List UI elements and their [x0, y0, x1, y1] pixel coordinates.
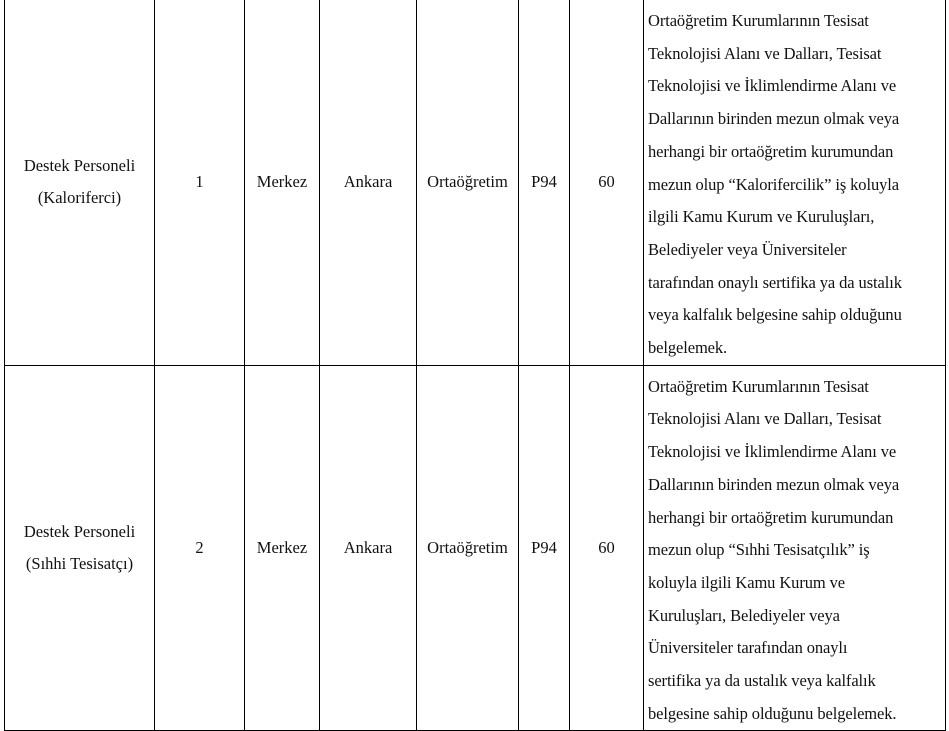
position-title: Destek Personeli: [23, 156, 136, 176]
requirement-line: Dallarının birinden mezun olmak veya: [648, 109, 900, 129]
position-count: 1: [155, 0, 245, 365]
position-education: Ortaöğretim: [417, 365, 519, 731]
requirement-line: Dallarının birinden mezun olmak veya: [648, 474, 900, 494]
requirement-line: Üniversiteler tarafından onaylı: [648, 638, 848, 658]
requirement-line: Kuruluşları, Belediyeler veya: [648, 605, 840, 625]
position-subtitle: (Kaloriferci): [37, 188, 122, 208]
requirement-line: belgelemek.: [648, 338, 728, 358]
requirement-line: Teknolojisi Alanı ve Dalları, Tesisat: [648, 43, 882, 63]
requirement-line: Teknolojisi Alanı ve Dalları, Tesisat: [648, 409, 882, 429]
position-subtitle: (Sıhhi Tesisatçı): [25, 554, 134, 574]
requirement-line: belgesine sahip olduğunu belgelemek.: [648, 703, 897, 723]
table-row: [5, 0, 946, 365]
requirement-line: Belediyeler veya Üniversiteler: [648, 239, 847, 259]
position-title-cell: [5, 0, 155, 365]
requirement-line: veya kalfalık belgesine sahip olduğunu: [648, 305, 902, 325]
position-city: Ankara: [320, 365, 417, 731]
position-education: Ortaöğretim: [417, 0, 519, 365]
requirement-line: ilgili Kamu Kurum ve Kuruluşları,: [648, 207, 875, 227]
position-score-type: P94: [519, 0, 570, 365]
requirement-line: herhangi bir ortaöğretim kurumundan: [648, 141, 894, 161]
requirement-line: Ortaöğretim Kurumlarının Tesisat: [648, 376, 869, 396]
requirement-line: mezun olup “Kalorifercilik” iş koluyla: [648, 174, 899, 194]
table-row: [5, 365, 946, 731]
requirement-line: tarafından onaylı sertifika ya da ustalık: [648, 272, 902, 292]
position-unit: Merkez: [245, 0, 320, 365]
requirement-line: herhangi bir ortaöğretim kurumundan: [648, 507, 894, 527]
requirement-line: mezun olup “Sıhhi Tesisatçılık” iş: [648, 540, 870, 560]
position-requirements: [644, 0, 946, 365]
position-city: Ankara: [320, 0, 417, 365]
position-title: Destek Personeli: [23, 522, 136, 542]
position-count: 2: [155, 365, 245, 731]
requirement-line: sertifika ya da ustalık veya kalfalık: [648, 671, 876, 691]
position-min-score: 60: [570, 0, 644, 365]
requirement-line: Ortaöğretim Kurumlarının Tesisat: [648, 11, 869, 30]
requirement-line: Teknolojisi ve İklimlendirme Alanı ve: [648, 442, 897, 462]
positions-table: [4, 0, 946, 731]
position-title-cell: [5, 365, 155, 731]
requirement-line: koluyla ilgili Kamu Kurum ve: [648, 572, 846, 592]
position-unit: Merkez: [245, 365, 320, 731]
requirement-line: Teknolojisi ve İklimlendirme Alanı ve: [648, 76, 897, 96]
position-requirements: [644, 365, 946, 731]
position-min-score: 60: [570, 365, 644, 731]
position-score-type: P94: [519, 365, 570, 731]
